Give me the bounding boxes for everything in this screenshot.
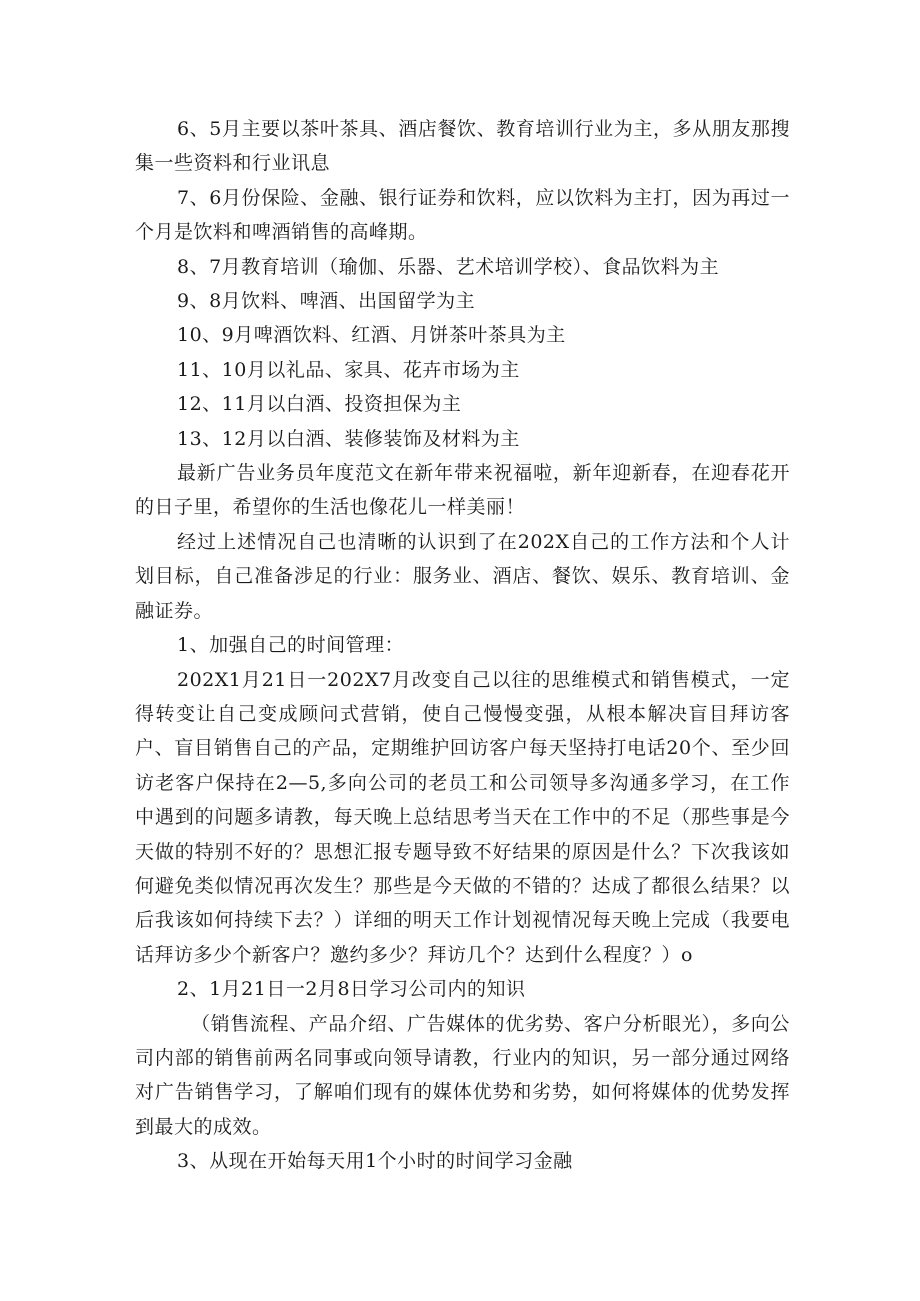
company-knowledge-paragraph: （销售流程、产品介绍、广告媒体的优劣势、客户分析眼光），多向公司内部的销售前两名同事或向领导请教，行业内的知识，另一部分通过网络对广告销售学习，了解咱们现有的媒体优势和劣势，如何将媒体的优势发挥到最大的成效。 <box>135 1012 790 1138</box>
time-management-paragraph: 202X1月21日一202X7月改变自己以往的思维模式和销售模式，一定得转变让自己变成顾问式营销，使自己慢慢变强，从根本解决盲目拜访客户、盲目销售自己的产品，定期维护回访客户每天坚持打电话20个、至少回访老客户保持在2—5,多向公司的老员工和公司领导多沟通多学习，在工作中遇到的问题多请教，每天晚上总结思考当天在工作中的不足（那些事是今天做的特别不好的？思想汇报专题导致不好结果的原因是什么？下次我该如何避免类似情况再次发生？那些是今天做的不错的？达成了都很么结果？以后我该如何持续下去？）详细的明天工作计划视情况每天晚上完成（我要电话拜访多少个新客户？邀约多少？拜访几个？达到什么程度？）o <box>135 668 790 966</box>
section-heading-finance-study: 3、从现在开始每天用1个小时的时间学习金融 <box>177 1150 573 1173</box>
summary-paragraph: 经过上述情况自己也清晰的认识到了在202X自己的工作方法和个人计划目标，自己准备涉足的行业：服务业、酒店、餐饮、娱乐、教育培训、金融证券。 <box>135 530 790 622</box>
section-heading-company-knowledge: 2、1月21日一2月8日学习公司内的知识 <box>177 978 526 1001</box>
paragraph-item-13: 13、12月以白酒、装修装饰及材料为主 <box>177 427 520 450</box>
paragraph-item-11: 11、10月以礼品、家具、花卉市场为主 <box>177 358 520 381</box>
paragraph-item-12: 12、11月以白酒、投资担保为主 <box>177 393 462 416</box>
paragraph-item-8: 8、7月教育培训（瑜伽、乐器、艺术培训学校）、食品饮料为主 <box>177 255 720 278</box>
greeting-paragraph: 最新广告业务员年度范文在新年带来祝福啦，新年迎新春，在迎春花开的日子里，希望你的生活也像花儿一样美丽！ <box>135 462 790 519</box>
document-body <box>135 112 790 1179</box>
paragraph-item-6: 6、5月主要以茶叶茶具、酒店餐饮、教育培训行业为主，多从朋友那搜集一些资料和行业讯息 <box>135 118 790 175</box>
paragraph-item-10: 10、9月啤酒饮料、红酒、月饼茶叶茶具为主 <box>177 324 566 347</box>
paragraph-item-7: 7、6月份保险、金融、银行证券和饮料，应以饮料为主打，因为再过一个月是饮料和啤酒销售的高峰期。 <box>135 186 790 244</box>
paragraph-item-9: 9、8月饮料、啤酒、出国留学为主 <box>177 290 476 313</box>
section-heading-time-management: 1、加强自己的时间管理： <box>177 634 405 657</box>
